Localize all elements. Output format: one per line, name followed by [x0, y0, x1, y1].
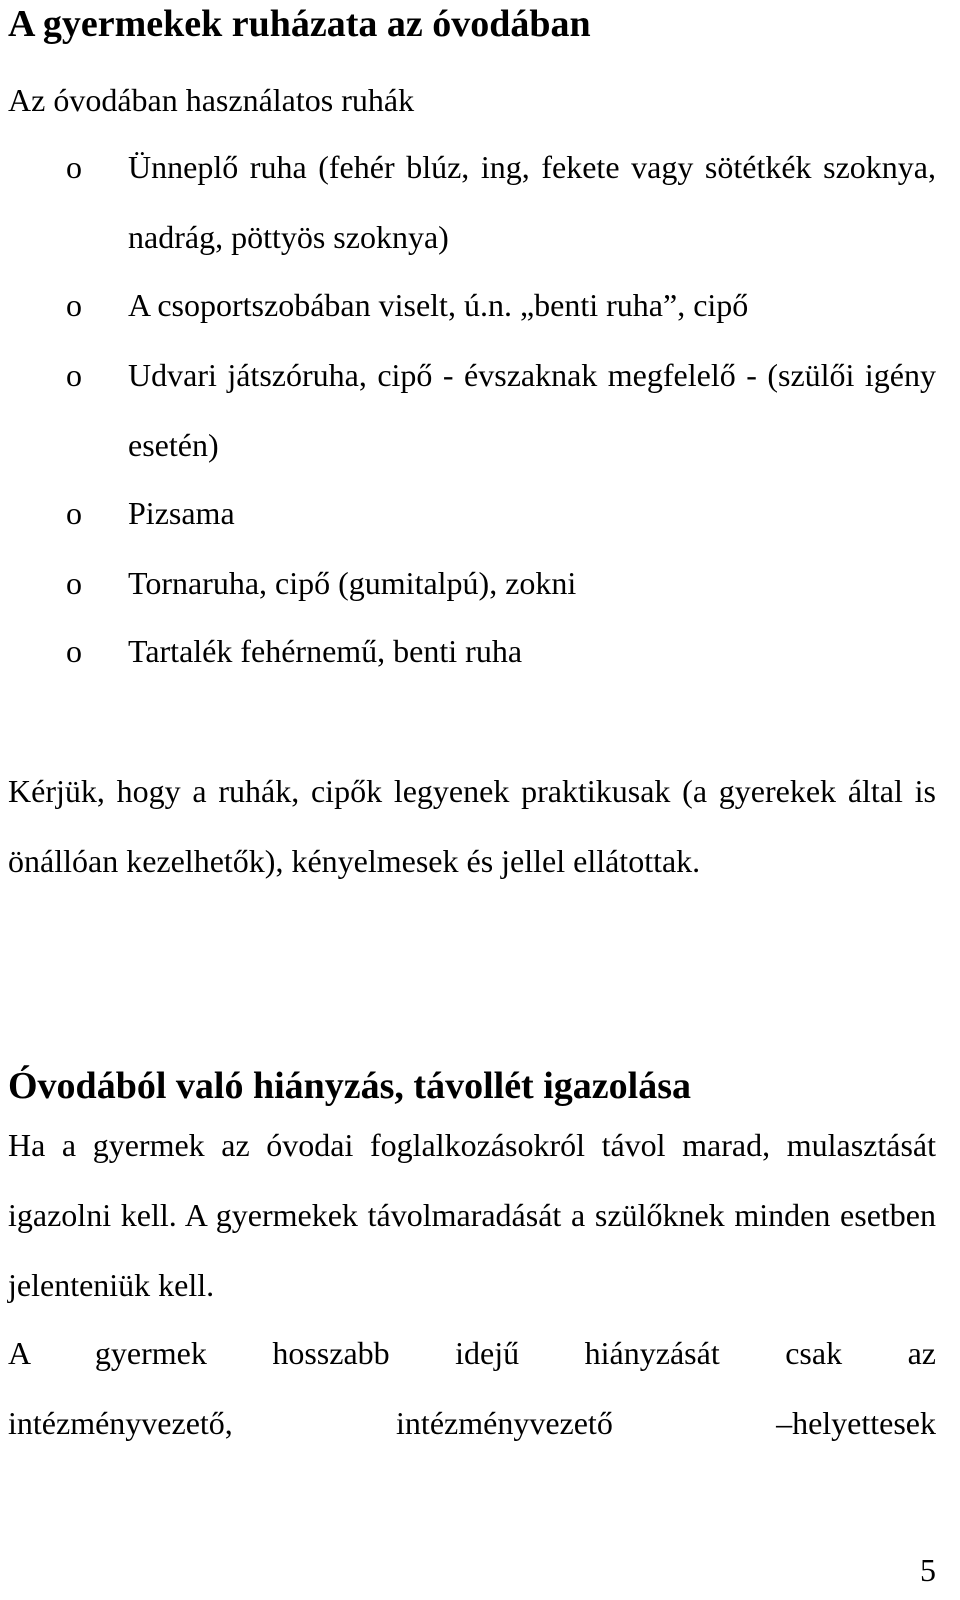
bullet: o — [66, 357, 82, 393]
list-item-text: Tartalék fehérnemű, benti ruha — [128, 633, 523, 669]
list-item-text: Tornaruha, cipő (gumitalpú), zokni — [128, 565, 577, 601]
bullet: o — [66, 287, 82, 323]
bullet: o — [66, 565, 82, 601]
subtitle-clothing-used: Az óvodában használatos ruhák — [8, 82, 415, 118]
section-title-clothing: A gyermekek ruházata az óvodában — [8, 3, 591, 45]
bullet: o — [66, 149, 82, 185]
clothing-request-paragraph: Kérjük, hogy a ruhák, cipők legyenek praktikusak (a gyerekek által is önállóan kezelhetők), kényelmesek és jellel ellátottak. — [8, 773, 936, 879]
page-number: 5 — [920, 1552, 936, 1588]
bullet: o — [66, 633, 82, 669]
absence-paragraph-continued — [8, 1318, 936, 1458]
paragraph-line: A gyermek hosszabb idejű hiányzását csak az — [8, 1335, 936, 1371]
section-title-absence: Óvodából való hiányzás, távollét igazolása — [8, 1065, 691, 1107]
absence-paragraph: Ha a gyermek az óvodai foglalkozásokról távol marad, mulasztását igazolni kell. A gyermekek távolmaradását a szülőknek minden esetben jelenteniük kell. — [8, 1127, 936, 1303]
bullet: o — [66, 495, 82, 531]
list-item-text: Pizsama — [128, 495, 235, 531]
list-item-text: A csoportszobában viselt, ú.n. „benti ruha”, cipő — [128, 287, 749, 323]
list-item-text: Ünneplő ruha (fehér blúz, ing, fekete vagy sötétkék szoknya, nadrág, pöttyös szoknya) — [128, 149, 936, 255]
list-item-text: Udvari játszóruha, cipő - évszaknak megfelelő - (szülői igény esetén) — [128, 357, 936, 463]
paragraph-line: intézményvezető, intézményvezető –helyettesek — [8, 1405, 936, 1441]
